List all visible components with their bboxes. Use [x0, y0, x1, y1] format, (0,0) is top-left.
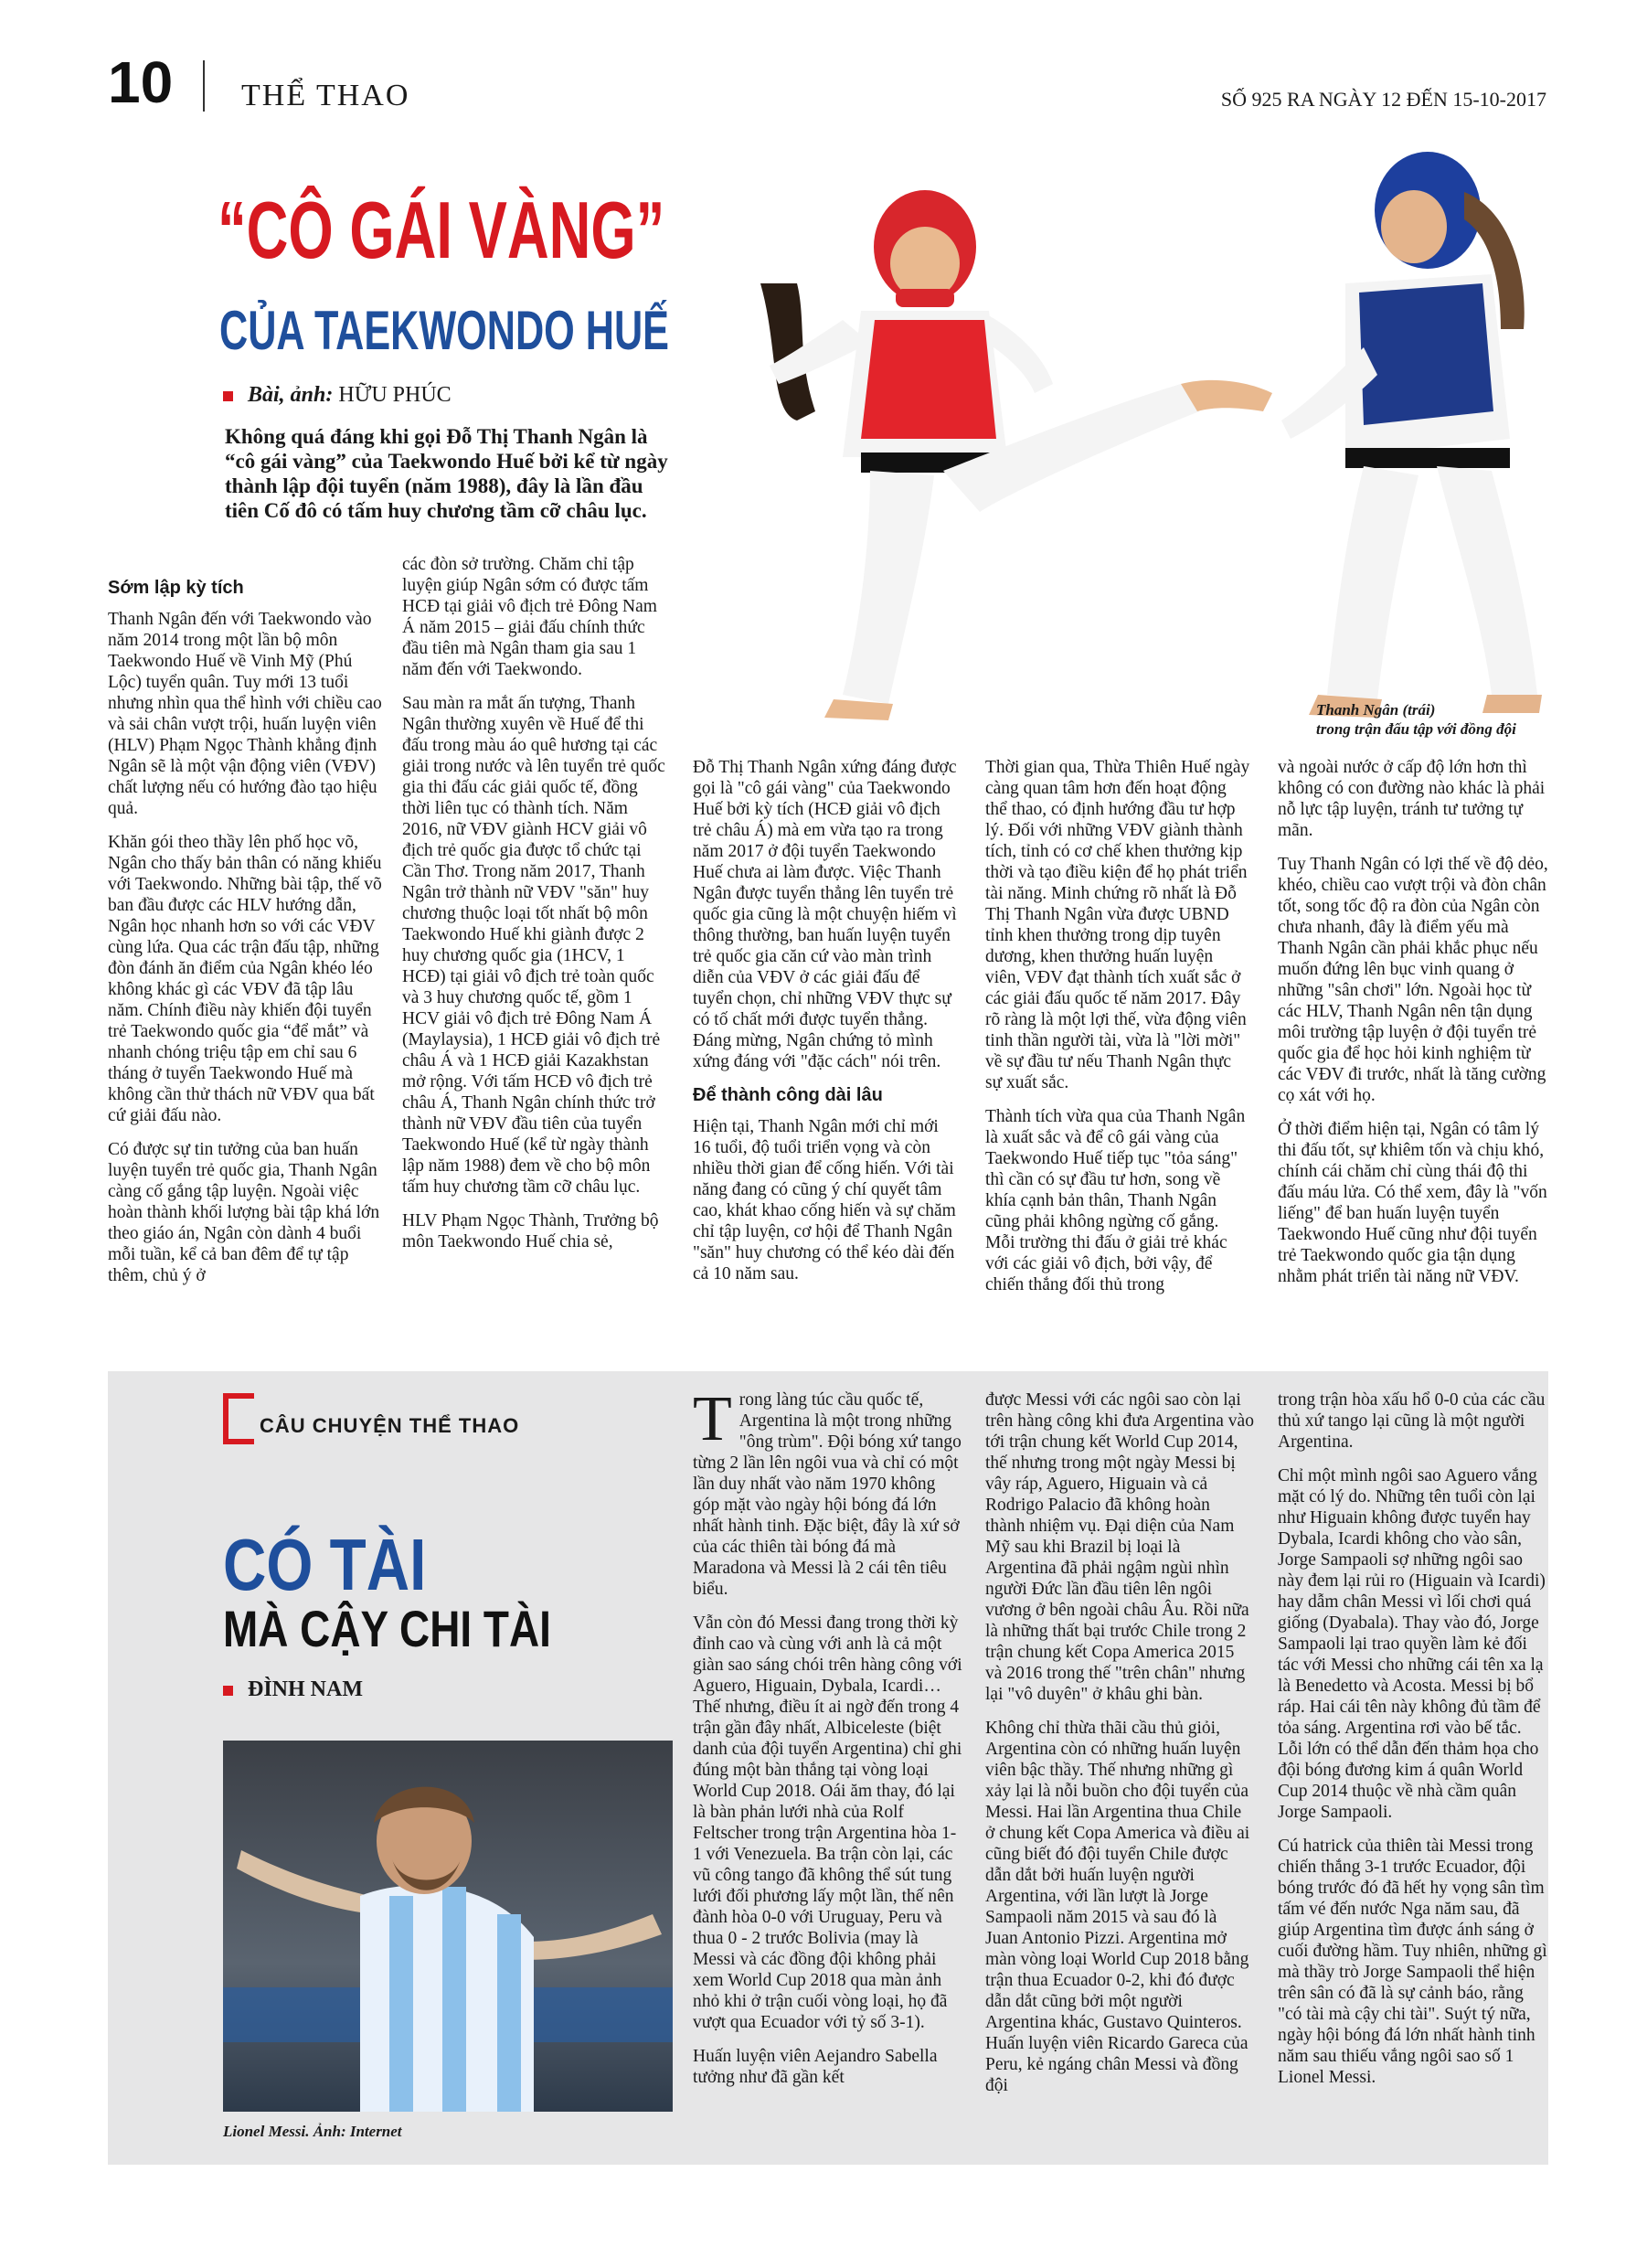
paragraph: Ở thời điểm hiện tại, Ngân có tâm lý thi đấu tốt, sự khiêm tốn và chịu khó, chính cái chăm chỉ cùng thái độ thi đấu máu lửa. Có thể xem, đây là "vốn liếng" để ban huấn luyện tuyển Taekwondo Huế cũng như đội tuyển trẻ Taekwondo quốc gia tận dụng nhằm phát triển tài năng nữ VĐV.	[1278, 1120, 1547, 1286]
caption-line-1: Thanh Ngân (trái)	[1316, 701, 1436, 719]
article-title: “CÔ GÁI VÀNG”	[218, 185, 665, 275]
story-column-2	[985, 1390, 1254, 2157]
article-column-3	[693, 757, 960, 1373]
paragraph: Vẫn còn đó Messi đang trong thời kỳ đỉnh cao và cùng với anh là cả một giàn sao sáng chói trên hàng công với Aguero, Higuain, Dybala, Icardi… Thế nhưng, điều ít ai ngờ đến trong 4 trận gần đây nhất, Albiceleste (biệt danh của đội tuyển Argentina) chỉ ghi đúng một bàn thắng tại vòng loại World Cup 2018. Oái ăm thay, đó lại là bàn phản lưới nhà của Rolf Feltscher trong trận Argentina hòa 1-1 với Venezuela. Ba trận còn lại, các vũ công tango đã không thể sút tung lưới đối phương lấy một lần, thế nên đành hòa 0-0 với Uruguay, Peru và thua 0 - 2 trước Bolivia (may là Messi và các đồng đội không phải xem World Cup 2018 qua màn ảnh nhỏ khi ở trận cuối vòng loại, họ đã vượt qua Ecuador với tỷ số 3-1).	[693, 1613, 962, 2032]
story-column-3	[1278, 1390, 1548, 2157]
story-title: CÓ TÀI	[223, 1524, 427, 1605]
paragraph	[693, 1390, 963, 1600]
caption-line-2: trong trận đấu tập với đồng đội	[1316, 720, 1516, 738]
byline	[223, 382, 452, 408]
paragraph: được Messi với các ngôi sao còn lại trên hàng công khi đưa Argentina vào tới trận chung kết World Cup 2014, thế nhưng trong một ngày Messi bị vây ráp, Aguero, Higuain và cả Rodrigo Palacio đã không hoàn thành nhiệm vụ. Đại diện của Nam Mỹ sau khi Brazil bị loại là Argentina đã phải ngậm ngùi nhìn người Đức lần đầu tiên lên ngôi vương ở bên ngoài châu Âu. Rồi nữa là những thất bại trước Chile trong 2 trận chung kết Copa America 2015 và 2016 trong thế "trên chân" nhưng lại "vô duyên" ở khâu ghi bàn.	[985, 1390, 1254, 1704]
bullet-icon	[223, 1686, 233, 1696]
header-divider	[203, 60, 205, 112]
paragraph: Thời gian qua, Thừa Thiên Huế ngày càng quan tâm hơn đến hoạt động thể thao, có định hướng đầu tư hợp lý. Đối với những VĐV giành thành tích, tỉnh có cơ chế khen thưởng kịp thời và tạo điều kiện để họ phát triển tài năng. Minh chứng rõ nhất là Đỗ Thị Thanh Ngân vừa được UBND tỉnh khen thưởng trong dịp tuyên dương, khen thưởng huấn luyện viên, VĐV đạt thành tích xuất sắc ở các giải đấu quốc tế năm 2017. Đây rõ ràng là một lợi thế, vừa động viên tinh thần người tài, vừa là "lời mời" về sự đầu tư nếu Thanh Ngân thực sự xuất sắc.	[985, 758, 1250, 1092]
paragraph: trong trận hòa xấu hổ 0-0 của các cầu thủ xứ tango lại cũng là một người Argentina.	[1278, 1390, 1546, 1452]
story-byline	[223, 1677, 363, 1702]
kicker-label: CÂU CHUYỆN THỂ THAO	[260, 1414, 520, 1437]
paragraph-text: rong làng túc cầu quốc tế, Argentina là một trong những "ông trùm". Đội bóng xứ tango từng 2 lần lên ngôi vua và chỉ có một lần duy nhất vào năm 1970 không góp mặt vào ngày hội bóng đá lớn nhất hành tinh. Đặc biệt, đây là xứ sở của các thiên tài bóng đá mà Maradona và Messi là 2 cái tên tiêu biểu.	[693, 1390, 962, 1599]
article-column-2	[402, 554, 669, 1373]
paragraph: Sau màn ra mắt ấn tượng, Thanh Ngân thường xuyên về Huế để thi đấu trong màu áo quê hương tại các giải trong nước và lên tuyển trẻ quốc gia thi đấu các giải quốc tế, đồng thời liên tục có thành tích. Năm 2016, nữ VĐV giành HCV giải vô địch trẻ quốc gia được tổ chức tại Cần Thơ. Trong năm 2017, Thanh Ngân trở thành nữ VĐV "săn" huy chương thuộc loại tốt nhất bộ môn Taekwondo Huế khi giành được 2 huy chương quốc gia (1HCV, 1 HCĐ) tại giải vô địch trẻ toàn quốc và 3 huy chương quốc tế, gồm 1 HCV giải vô địch trẻ Đông Nam Á (Maylaysia), 1 HCĐ giải vô địch trẻ châu Á và 1 HCĐ giải Kazakhstan mở rộng. Với tấm HCĐ vô địch trẻ châu Á, Thanh Ngân chính thức trở thành nữ VĐV đầu tiên của tuyển Taekwondo Huế (kể từ ngày thành lập năm 1988) đem về cho bộ môn tấm huy chương tầm cỡ châu lục.	[402, 694, 665, 1197]
section-heading: Sớm lập kỳ tích	[108, 578, 244, 598]
byline-author: HỮU PHÚC	[338, 383, 452, 407]
paragraph: HLV Phạm Ngọc Thành, Trưởng bộ môn Taekwondo Huế chia sẻ,	[402, 1211, 659, 1251]
byline-label: Bài, ảnh:	[248, 383, 334, 407]
page-number: 10	[108, 49, 174, 115]
kicker-bracket-icon	[223, 1439, 254, 1444]
bullet-icon	[223, 391, 233, 401]
paragraph: và ngoài nước ở cấp độ lớn hơn thì không có con đường nào khác là phải nỗ lực tập luyện, tránh tư tưởng tự mãn.	[1278, 758, 1546, 840]
photo-caption: Lionel Messi. Ảnh: Internet	[223, 2123, 402, 2140]
paragraph: các đòn sở trường. Chăm chỉ tập luyện giúp Ngân sớm có được tấm HCĐ tại giải vô địch trẻ Đông Nam Á năm 2015 – giải đấu chính thức đầu tiên mà Ngân tham gia sau 1 năm đến với Taekwondo.	[402, 555, 657, 679]
paragraph: Đỗ Thị Thanh Ngân xứng đáng được gọi là "cô gái vàng" của Taekwondo Huế bởi kỳ tích (HCĐ giải vô địch trẻ châu Á) mà em vừa tạo ra trong năm 2017 ở đội tuyển Taekwondo Huế chưa ai làm được. Việc Thanh Ngân được tuyển thẳng lên tuyển trẻ quốc gia cũng là một chuyện hiếm vì thông thường, ban huấn luyện tuyển trẻ quốc gia căn cứ vào màn trình diễn của VĐV ở các giải đấu để tuyển chọn, chỉ những VĐV thực sự có tố chất mới được tuyển thẳng. Đáng mừng, Ngân chứng tỏ mình xứng đáng với "đặc cách" nói trên.	[693, 758, 957, 1071]
story-author: ĐÌNH NAM	[248, 1677, 363, 1701]
drop-cap: T	[693, 1390, 732, 1454]
article-column-1	[108, 578, 382, 1373]
article-column-5	[1278, 757, 1548, 1373]
paragraph: Cú hatrick của thiên tài Messi trong chiến thắng 3-1 trước Ecuador, đội bóng trước đó đã hết hy vọng sân tìm tấm vé đến nước Nga năm sau, đã giúp Argentina tìm được ánh sáng ở cuối đường hầm. Tuy nhiên, những gì mà thầy trò Jorge Sampaoli thể hiện trên sân có đã là sự cảnh báo, rằng "có tài mà cậy chi tài". Suýt tý nữa, ngày hội bóng đá lớn nhất hành tinh năm sau thiếu vắng ngôi sao số 1 Lionel Messi.	[1278, 1837, 1547, 2087]
article-column-4	[985, 757, 1252, 1373]
story-subtitle: MÀ CẬY CHI TÀI	[223, 1600, 551, 1657]
taekwondo-photo	[706, 110, 1561, 740]
paragraph: Khăn gói theo thầy lên phố học võ, Ngân cho thấy bản thân có năng khiếu với Taekwondo. Những bài tập, thế võ ban đầu được các HLV hướng dẫn, Ngân học nhanh hơn so với các VĐV cùng lứa. Qua các trận đấu tập, những đòn đánh ăn điểm của Ngân khéo léo không khác gì các VĐV đã tập lâu năm. Chính điều này khiến đội tuyển trẻ Taekwondo quốc gia “để mắt” và nhanh chóng triệu tập em chỉ sau 6 tháng ở tuyển Taekwondo Huế mà không cần thử thách nữ VĐV qua bất cứ giải đấu nào.	[108, 833, 382, 1125]
fighter-blue	[1281, 152, 1542, 718]
paragraph: Không chỉ thừa thãi cầu thủ giỏi, Argentina còn có những huấn luyện viên bậc thầy. Thế nhưng những gì xảy lại là nỗi buồn cho đội tuyển của Messi. Hai lần Argentina thua Chile ở chung kết Copa America và điều ai cũng biết đó đội tuyển Chile được dẫn dắt bởi huấn luyện người Argentina, với lần lượt là Jorge Sampaoli năm 2015 và sau đó là Juan Antonio Pizzi. Argentina mở màn vòng loại World Cup 2018 bằng trận thua Ecuador 0-2, khi đó được dẫn dắt cũng bởi một người Argentina khác, Gustavo Quinteros. Huấn luyện viên Ricardo Gareca của Peru, kẻ ngáng chân Messi và đồng đội	[985, 1719, 1250, 2095]
article-subtitle: CỦA TAEKWONDO HUẾ	[219, 300, 669, 361]
kicker-bracket-icon	[223, 1393, 254, 1430]
lead-paragraph: Không quá đáng khi gọi Đỗ Thị Thanh Ngân là “cô gái vàng” của Taekwondo Huế bởi kể từ ngày thành lập đội tuyển (năm 1988), đây là lần đầu tiên Cố đô có tấm huy chương tầm cỡ châu lục.	[225, 425, 668, 522]
story-column-1	[693, 1390, 963, 2157]
paragraph: Tuy Thanh Ngân có lợi thế về độ dẻo, khéo, chiều cao vượt trội và đòn chân tốt, song tốc độ ra đòn của Ngân còn chưa nhanh, đây là điểm yếu mà Thanh Ngân cần phải khắc phục nếu muốn đứng lên bục vinh quang ở những "sân chơi" lớn. Ngoài học từ các HLV, Thanh Ngân nên tận dụng môi trường tập luyện ở đội tuyển trẻ quốc gia để học hỏi kinh nghiệm từ các VĐV đi trước, nhất là tăng cường cọ xát với họ.	[1278, 855, 1548, 1105]
paragraph: Huấn luyện viên Aejandro Sabella tưởng như đã gần kết	[693, 2047, 938, 2087]
paragraph: Chỉ một mình ngôi sao Aguero vắng mặt có lý do. Những tên tuổi còn lại như Higuain không được tuyển hay Dybala, Icardi không cho vào sân, Jorge Sampaoli sợ những ngôi sao này đem lại rủi ro (Higuain và Icardi) hay dẫm chân Messi vì lối chơi quá giống (Dyabala). Thay vào đó, Jorge Sampaoli lại trao quyền làm kẻ đối tác với Messi cho những cái tên xa lạ là Benedetto và Acosta. Messi bị bổ ráp. Hai cái tên này không đủ tầm để tỏa sáng. Argentina rơi vào bế tắc. Lỗi lớn có thể dẫn đến thảm họa cho đội bóng đương kim á quân World Cup 2014 thuộc về nhà cầm quân Jorge Sampaoli.	[1278, 1466, 1546, 1822]
paragraph: Hiện tại, Thanh Ngân mới chỉ mới 16 tuổi, độ tuổi triển vọng và còn nhiều thời gian để cống hiến. Với tài năng đang có cũng ý chí quyết tâm cao, khát khao cống hiến và sự chăm chỉ tập luyện, cơ hội để Thanh Ngân "săn" huy chương có thể kéo dài đến cả 10 năm sau.	[693, 1117, 956, 1283]
section-name: THỂ THAO	[241, 79, 410, 112]
paragraph: Thanh Ngân đến với Taekwondo vào năm 2014 trong một lần bộ môn Taekwondo Huế về Vinh Mỹ (Phú Lộc) tuyển quân. Tuy mới 13 tuổi nhưng nhìn qua thể hình với chiều cao và sải chân vượt trội, huấn luyện viên (HLV) Phạm Ngọc Thành khẳng định Ngân sẽ là một vận động viên (VĐV) chất lượng nếu có hướng đào tạo hiệu quả.	[108, 610, 382, 818]
issue-info: SỐ 925 RA NGÀY 12 ĐẾN 15-10-2017	[1220, 88, 1546, 111]
paragraph: Có được sự tin tưởng của ban huấn luyện tuyển trẻ quốc gia, Thanh Ngân càng cố gắng tập luyện. Ngoài việc hoàn thành khối lượng bài tập khá lớn theo giáo án, Ngân còn dành 4 buổi mỗi tuần, kể cả ban đêm để tự tập thêm, chủ ý ở	[108, 1140, 380, 1285]
paragraph: Thành tích vừa qua của Thanh Ngân là xuất sắc và để cô gái vàng của Taekwondo Huế tiếp tục "tỏa sáng" thì cần có sự đầu tư hơn, song về khía cạnh bản thân, Thanh Ngân cũng phải không ngừng cố gắng. Mỗi trường thi đấu ở giải trẻ khác với các giải vô địch, bởi vậy, để chiến thắng đối thủ trong	[985, 1107, 1246, 1294]
fighter-red	[760, 190, 1272, 720]
photo-caption	[1316, 700, 1554, 739]
section-heading: Để thành công dài lâu	[693, 1085, 883, 1105]
messi-photo	[223, 1741, 673, 2112]
